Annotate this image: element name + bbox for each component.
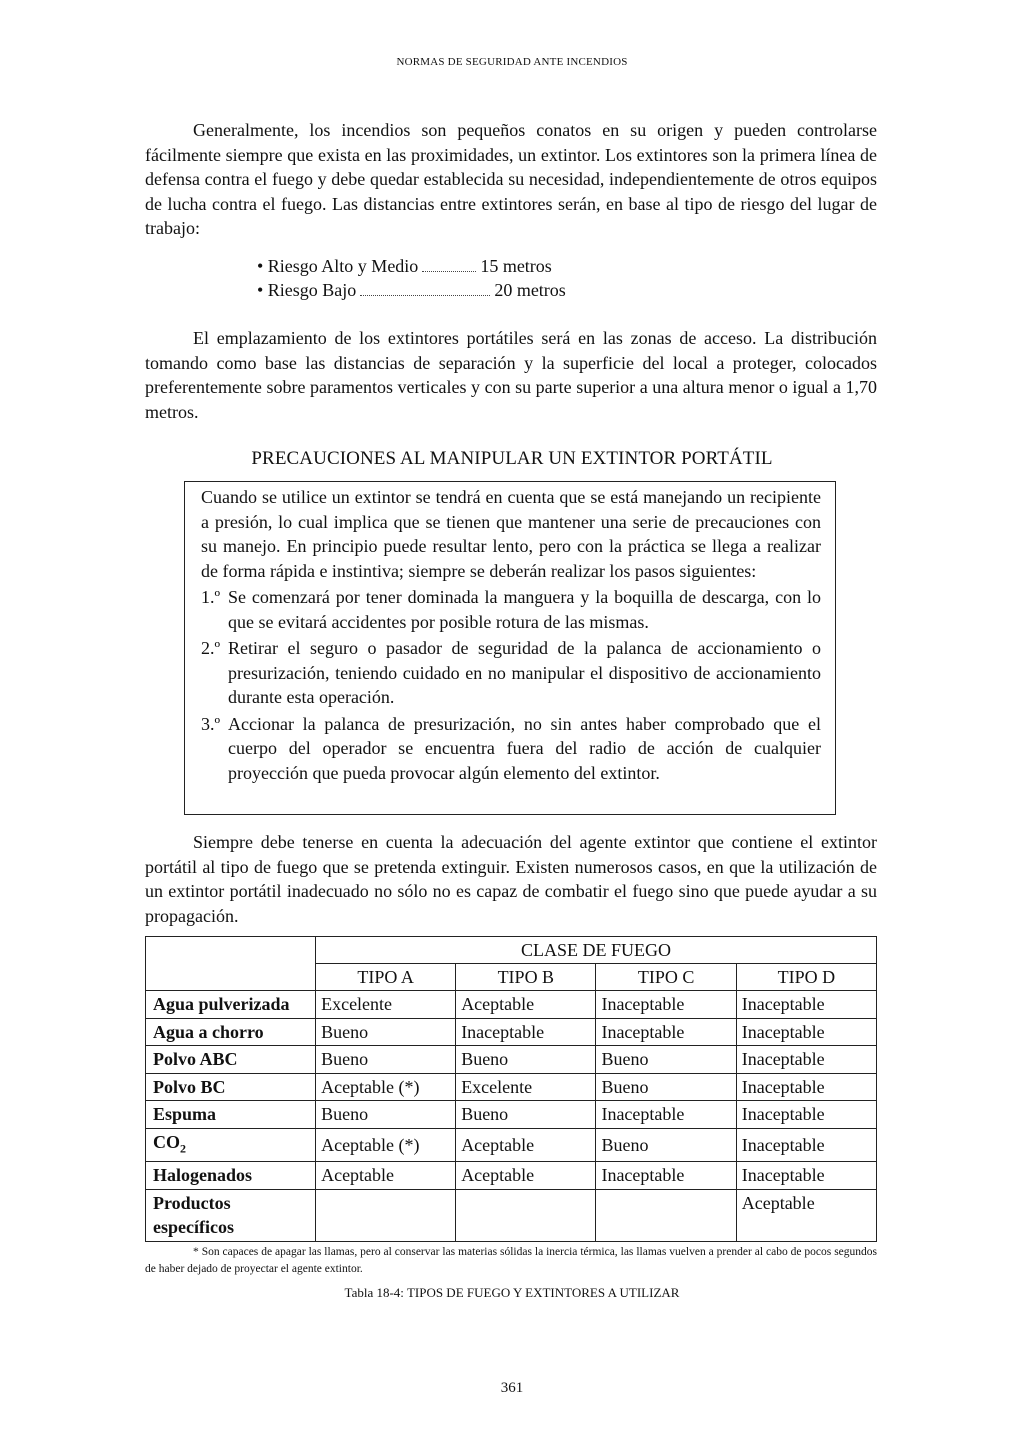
table-cell: Inaceptable (456, 1018, 596, 1046)
risk-label: • Riesgo Alto y Medio (257, 256, 419, 276)
row-header: Polvo ABC (146, 1046, 316, 1074)
table-footnote: * Son capaces de apagar las llamas, pero al conservar las materias sólidas la inercia térmica, las llamas vuelven a prender al cabo de pocos segundos de haber dejado de proyectar el agente extintor. (145, 1246, 877, 1275)
fire-class-table (145, 936, 877, 1242)
table-cell: Bueno (596, 1128, 736, 1162)
table-cell: Inaceptable (736, 1018, 876, 1046)
table-cell: Inaceptable (736, 1046, 876, 1074)
table-group-header-row (146, 937, 877, 964)
section-title: PRECAUCIONES AL MANIPULAR UN EXTINTOR PORTÁTIL (251, 448, 773, 469)
table-cell: Inaceptable (596, 1101, 736, 1129)
table-cell: Aceptable (456, 1128, 596, 1162)
table-cell (596, 1189, 736, 1241)
column-header: TIPO B (456, 964, 596, 991)
agent-name: CO (153, 1131, 180, 1152)
table-caption: Tabla 18-4: TIPOS DE FUEGO Y EXTINTORES A UTILIZAR (344, 1285, 680, 1300)
leader-dots (422, 270, 476, 272)
agent-subscript: 2 (180, 1141, 186, 1156)
row-header (146, 1128, 316, 1162)
column-header: TIPO C (596, 964, 736, 991)
table-cell: Inaceptable (596, 1018, 736, 1046)
step-number: 1.º (201, 587, 221, 607)
table-cell: Inaceptable (596, 1162, 736, 1190)
precaution-step (201, 585, 821, 634)
table-cell: Aceptable (*) (316, 1128, 456, 1162)
risk-distance: 15 metros (480, 256, 552, 276)
table-cell: Aceptable (*) (316, 1073, 456, 1101)
table-cell: Inaceptable (736, 1101, 876, 1129)
step-text: Se comenzará por tener dominada la manguera y la boquilla de descarga, con lo que se evitará accidentes por posible rotura de las mismas. (228, 587, 821, 632)
row-header: Halogenados (146, 1162, 316, 1190)
table-row (146, 1128, 877, 1162)
table-row (146, 1162, 877, 1190)
table-row (146, 1101, 877, 1129)
table-cell: Inaceptable (736, 1162, 876, 1190)
table-cell: Bueno (596, 1073, 736, 1101)
table-cell: Aceptable (456, 1162, 596, 1190)
table-row (146, 991, 877, 1019)
risk-item-high-medium (257, 254, 552, 278)
paragraph-agent-suitability: Siempre debe tenerse en cuenta la adecuación del agente extintor que contiene el extintor portátil al tipo de fuego que se pretenda extinguir. Existen numerosos casos, en que la utilización de un extintor portátil inadecuado no sólo no es capaz de combatir el fuego sino que puede ayudar a su propagación. (145, 832, 877, 926)
row-header: Polvo BC (146, 1073, 316, 1101)
table-cell: Inaceptable (596, 991, 736, 1019)
table-cell: Aceptable (316, 1162, 456, 1190)
table-cell: Excelente (456, 1073, 596, 1101)
page-number: 361 (500, 1380, 524, 1396)
table-cell: Inaceptable (736, 991, 876, 1019)
agent-name-line2: específicos (153, 1216, 234, 1237)
table-cell: Inaceptable (736, 1128, 876, 1162)
table-cell: Bueno (456, 1101, 596, 1129)
table-cell (456, 1189, 596, 1241)
paragraph-extinguisher-intro: Generalmente, los incendios son pequeños conatos en su origen y pueden controlarse fácilmente siempre que exista en las proximidades, un extintor. Los extintores son la primera línea de defensa contra el fuego y debe quedar establecida su necesidad, independientemente de otros equipos de lucha contra el fuego. Las distancias entre extintores serán, en base al tipo de riesgo del lugar de trabajo: (145, 120, 877, 238)
row-header: Agua a chorro (146, 1018, 316, 1046)
table-cell: Bueno (316, 1018, 456, 1046)
column-header: TIPO A (316, 964, 456, 991)
table-cell: Aceptable (456, 991, 596, 1019)
table-cell: Inaceptable (736, 1073, 876, 1101)
table-cell: Bueno (316, 1046, 456, 1074)
table-cell: Bueno (456, 1046, 596, 1074)
table-cell: Bueno (316, 1101, 456, 1129)
table-cell: Aceptable (736, 1189, 876, 1241)
table-cell: Bueno (596, 1046, 736, 1074)
table-corner-cell (146, 937, 316, 991)
step-number: 3.º (201, 713, 221, 734)
row-header (146, 1189, 316, 1241)
precaution-step (201, 636, 821, 710)
row-header: Espuma (146, 1101, 316, 1129)
table-row (146, 1189, 877, 1241)
risk-item-low (257, 278, 566, 302)
paragraph-placement: El emplazamiento de los extintores portátiles será en las zonas de acceso. La distribución tomando como base las distancias de separación y la superficie del local a proteger, colocados preferentemente sobre paramentos verticales y con su parte superior a una altura menor o igual a 1,70 metros. (145, 328, 877, 422)
precaution-step (201, 712, 821, 786)
risk-label: • Riesgo Bajo (257, 280, 357, 300)
step-number: 2.º (201, 638, 221, 658)
table-row (146, 1073, 877, 1101)
precautions-box (184, 481, 836, 815)
precautions-intro: Cuando se utilice un extintor se tendrá en cuenta que se está manejando un recipiente a presión, lo cual implica que se tienen que mantener una serie de precauciones con su manejo. En principio puede resultar lento, pero con la práctica se llega a realizar de forma rápida e instintiva; siempre se deberán realizar los pasos siguientes: (201, 487, 821, 581)
column-header: TIPO D (736, 964, 876, 991)
risk-distance: 20 metros (494, 280, 566, 300)
agent-name: Productos (153, 1192, 231, 1213)
step-text: Accionar la palanca de presurización, no sin antes haber comprobado que el cuerpo del operador se encuentra fuera del radio de acción de cualquier proyección que pueda provocar algún elemento del extintor. (228, 713, 821, 783)
step-text: Retirar el seguro o pasador de seguridad de la palanca de accionamiento o presurización, teniendo cuidado en no manipular el dispositivo de accionamiento durante esta operación. (228, 638, 821, 707)
table-group-header: CLASE DE FUEGO (316, 937, 877, 964)
table-cell: Excelente (316, 991, 456, 1019)
table-row (146, 1018, 877, 1046)
running-header: NORMAS DE SEGURIDAD ANTE INCENDIOS (396, 56, 628, 68)
table-row (146, 1046, 877, 1074)
leader-dots (360, 294, 490, 296)
table-cell (316, 1189, 456, 1241)
row-header: Agua pulverizada (146, 991, 316, 1019)
